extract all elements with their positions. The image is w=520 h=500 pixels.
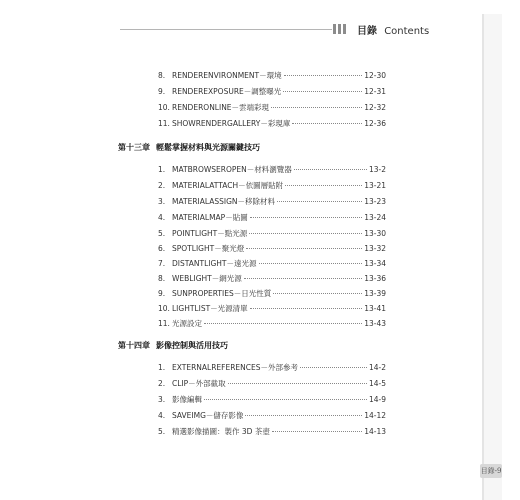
entry-page: 13-43 xyxy=(364,319,386,328)
toc-entry[interactable] xyxy=(158,196,386,207)
entry-page: 14-2 xyxy=(368,363,386,372)
chapter-heading xyxy=(118,142,260,153)
side-strip-shade xyxy=(484,14,502,500)
toc-entry[interactable] xyxy=(158,212,386,223)
entry-title: RENDERENVIRONMENT－環境 xyxy=(172,71,282,80)
entry-title: SPOTLIGHT－聚光燈 xyxy=(172,244,245,253)
chapter-title: 影像控制與活用技巧 xyxy=(156,341,228,350)
entry-number: 1. xyxy=(158,165,166,174)
entry-title: 精選影像描圖：製作 3D 茶壺 xyxy=(172,427,270,436)
entry-page: 13-34 xyxy=(364,259,386,268)
dot-leader xyxy=(285,185,362,186)
page-header xyxy=(0,20,520,40)
entry-number: 10. xyxy=(158,103,170,112)
entry-number: 8. xyxy=(158,71,166,80)
entry-number: 8. xyxy=(158,274,166,283)
entry-page: 13-24 xyxy=(364,213,386,222)
dot-leader xyxy=(300,367,367,368)
entry-title: MATERIALATTACH－依圖層貼附 xyxy=(172,181,284,190)
entry-title: MATERIALASSIGN－移除材料 xyxy=(172,197,276,206)
entry-title: EXTERNALREFERENCES－外部參考 xyxy=(172,363,298,372)
entry-number: 7. xyxy=(158,259,166,268)
toc-entry[interactable] xyxy=(158,303,386,314)
toc-entry[interactable] xyxy=(158,410,386,421)
dot-leader xyxy=(284,75,363,76)
entry-title: LIGHTLIST－光源清單 xyxy=(172,304,248,313)
entry-title: SUNPROPERTIES－日光性質 xyxy=(172,289,272,298)
header-title-zh: 目錄 xyxy=(357,26,377,37)
toc-entry[interactable] xyxy=(158,362,386,373)
toc-entry[interactable] xyxy=(158,273,386,284)
entry-title: MATBROWSEROPEN－材料瀏覽器 xyxy=(172,165,292,174)
entry-page: 13-21 xyxy=(364,181,386,190)
page-number: 目錄-9 xyxy=(480,464,502,478)
toc-entry[interactable] xyxy=(158,426,386,437)
dot-leader xyxy=(244,278,362,279)
entry-number: 3. xyxy=(158,395,166,404)
entry-number: 2. xyxy=(158,379,166,388)
entry-page: 12-32 xyxy=(364,103,386,112)
dot-leader xyxy=(245,415,362,416)
header-title xyxy=(357,22,429,37)
dot-leader xyxy=(292,123,362,124)
entry-title: MATERIALMAP－貼圖 xyxy=(172,213,248,222)
dot-leader xyxy=(250,308,363,309)
entry-number: 1. xyxy=(158,363,166,372)
dot-leader xyxy=(204,323,362,324)
toc-entry[interactable] xyxy=(158,228,386,239)
chapter-title: 輕鬆掌握材料與光源關鍵技巧 xyxy=(156,143,260,152)
toc-entry[interactable] xyxy=(158,243,386,254)
entry-number: 3. xyxy=(158,197,166,206)
entry-number: 9. xyxy=(158,87,166,96)
dot-leader xyxy=(250,217,363,218)
entry-number: 2. xyxy=(158,181,166,190)
entry-title: RENDEREXPOSURE－調整曝光 xyxy=(172,87,282,96)
chapter-number: 第十三章 xyxy=(118,143,150,152)
toc-entry[interactable] xyxy=(158,258,386,269)
chapter-number: 第十四章 xyxy=(118,341,150,350)
entry-page: 13-39 xyxy=(364,289,386,298)
dot-leader xyxy=(228,383,367,384)
entry-page: 13-41 xyxy=(364,304,386,313)
entry-title: POINTLIGHT－點光源 xyxy=(172,229,248,238)
entry-number: 9. xyxy=(158,289,166,298)
entry-title: RENDERONLINE－雲端彩現 xyxy=(172,103,270,112)
dot-leader xyxy=(204,399,367,400)
entry-title: SHOWRENDERGALLERY－彩現庫 xyxy=(172,119,291,128)
entry-page: 14-12 xyxy=(364,411,386,420)
entry-page: 12-36 xyxy=(364,119,386,128)
entry-number: 11. xyxy=(158,119,170,128)
dot-leader xyxy=(271,107,362,108)
header-rule xyxy=(120,29,332,30)
entry-page: 12-31 xyxy=(364,87,386,96)
dot-leader xyxy=(249,233,362,234)
entry-number: 4. xyxy=(158,411,166,420)
toc-entry[interactable] xyxy=(158,394,386,405)
toc-entry[interactable] xyxy=(158,378,386,389)
toc-entry[interactable] xyxy=(158,102,386,113)
toc-entry[interactable] xyxy=(158,180,386,191)
entry-page: 13-30 xyxy=(364,229,386,238)
toc-entry[interactable] xyxy=(158,288,386,299)
entry-number: 4. xyxy=(158,213,166,222)
entry-page: 13-32 xyxy=(364,244,386,253)
entry-page: 13-23 xyxy=(364,197,386,206)
entry-number: 5. xyxy=(158,427,166,436)
toc-entry[interactable] xyxy=(158,318,386,329)
dot-leader xyxy=(283,91,362,92)
chapter-heading xyxy=(118,340,228,351)
dot-leader xyxy=(272,431,362,432)
entry-number: 6. xyxy=(158,244,166,253)
entry-page: 14-5 xyxy=(368,379,386,388)
dot-leader xyxy=(246,248,362,249)
header-bars-ornament xyxy=(333,24,346,34)
entry-number: 5. xyxy=(158,229,166,238)
side-strip xyxy=(482,14,502,500)
entry-title: DISTANTLIGHT－遠光源 xyxy=(172,259,257,268)
dot-leader xyxy=(294,169,367,170)
entry-page: 14-9 xyxy=(368,395,386,404)
entry-number: 10. xyxy=(158,304,170,313)
dot-leader xyxy=(277,201,362,202)
entry-title: CLIP－外部截取 xyxy=(172,379,226,388)
toc-entry[interactable] xyxy=(158,70,386,81)
entry-page: 13-36 xyxy=(364,274,386,283)
toc-entry[interactable] xyxy=(158,86,386,97)
toc-entry[interactable] xyxy=(158,164,386,175)
entry-title: 影像編輯 xyxy=(172,395,202,404)
entry-title: SAVEIMG－儲存影像 xyxy=(172,411,244,420)
entry-page: 13-2 xyxy=(368,165,386,174)
dot-leader xyxy=(259,263,363,264)
entry-page: 12-30 xyxy=(364,71,386,80)
header-title-en: Contents xyxy=(384,26,430,37)
entry-number: 11. xyxy=(158,319,170,328)
entry-title: WEBLIGHT－網光源 xyxy=(172,274,242,283)
toc-entry[interactable] xyxy=(158,118,386,129)
entry-title: 光源設定 xyxy=(172,319,202,328)
dot-leader xyxy=(273,293,362,294)
entry-page: 14-13 xyxy=(364,427,386,436)
